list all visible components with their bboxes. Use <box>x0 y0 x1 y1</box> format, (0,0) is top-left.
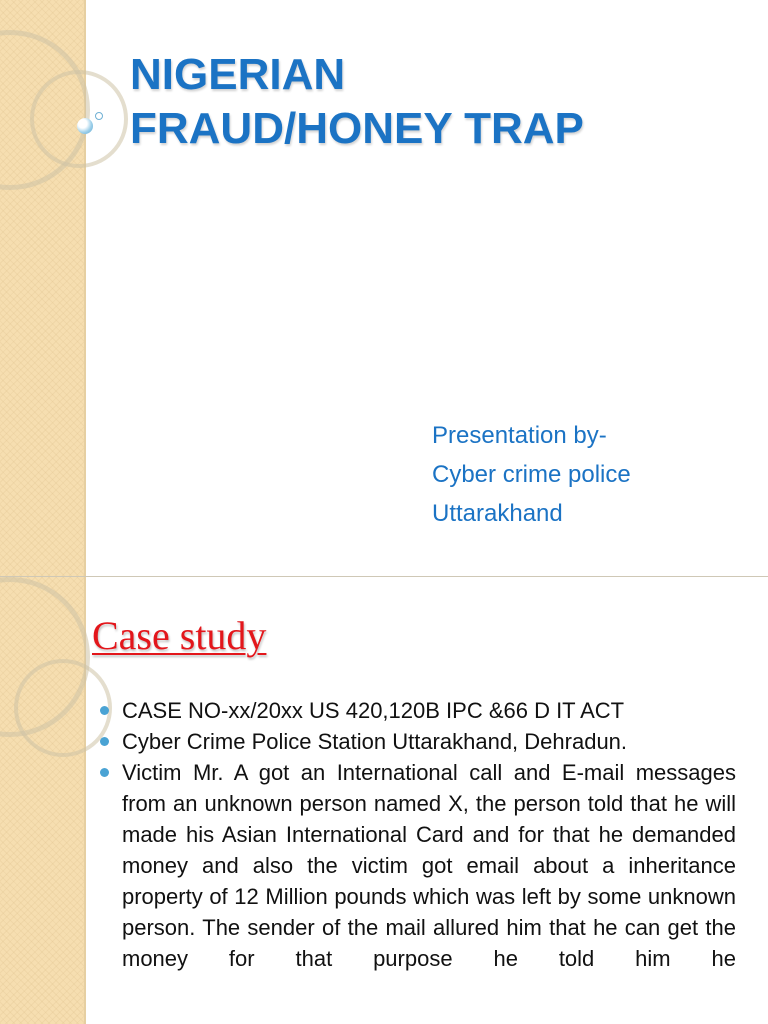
bullet-text: Victim Mr. A got an International call and E-mail messages from an unknown person named X, the person told that he will made his Asian International Card and for that he demanded money and also the victim got email about a inheritance property of 12 Million pounds which was left by some unknown person. The sender of the mail allured him that he can get the money for that purpose he told him he <box>122 760 736 971</box>
case-study-slide <box>0 577 768 1024</box>
decorative-ring-inner <box>14 659 112 757</box>
bullet-text: Cyber Crime Police Station Uttarakhand, Dehradun. <box>122 729 628 754</box>
subtitle-line-2: Cyber crime police <box>432 461 631 488</box>
decorative-dot-small <box>95 112 103 120</box>
bullet-text: CASE NO-xx/20xx US 420,120B IPC &66 D IT ACT <box>122 698 625 723</box>
subtitle-line-3: Uttarakhand <box>432 500 563 527</box>
decorative-dot <box>77 118 93 134</box>
bullet-item-victim <box>100 757 736 974</box>
title-line-2: FRAUD/HONEY TRAP <box>130 104 584 153</box>
slide-subtitle <box>432 416 631 533</box>
subtitle-line-1: Presentation by- <box>432 422 607 449</box>
bullet-icon <box>100 737 109 746</box>
bullet-icon <box>100 706 109 715</box>
bullet-list <box>100 695 736 974</box>
bullet-item-station <box>100 726 736 757</box>
bullet-icon <box>100 768 109 777</box>
title-line-1: NIGERIAN <box>130 50 346 99</box>
slide-title <box>130 48 584 156</box>
case-study-heading: Case study <box>92 613 267 658</box>
bullet-item-case-no <box>100 695 736 726</box>
